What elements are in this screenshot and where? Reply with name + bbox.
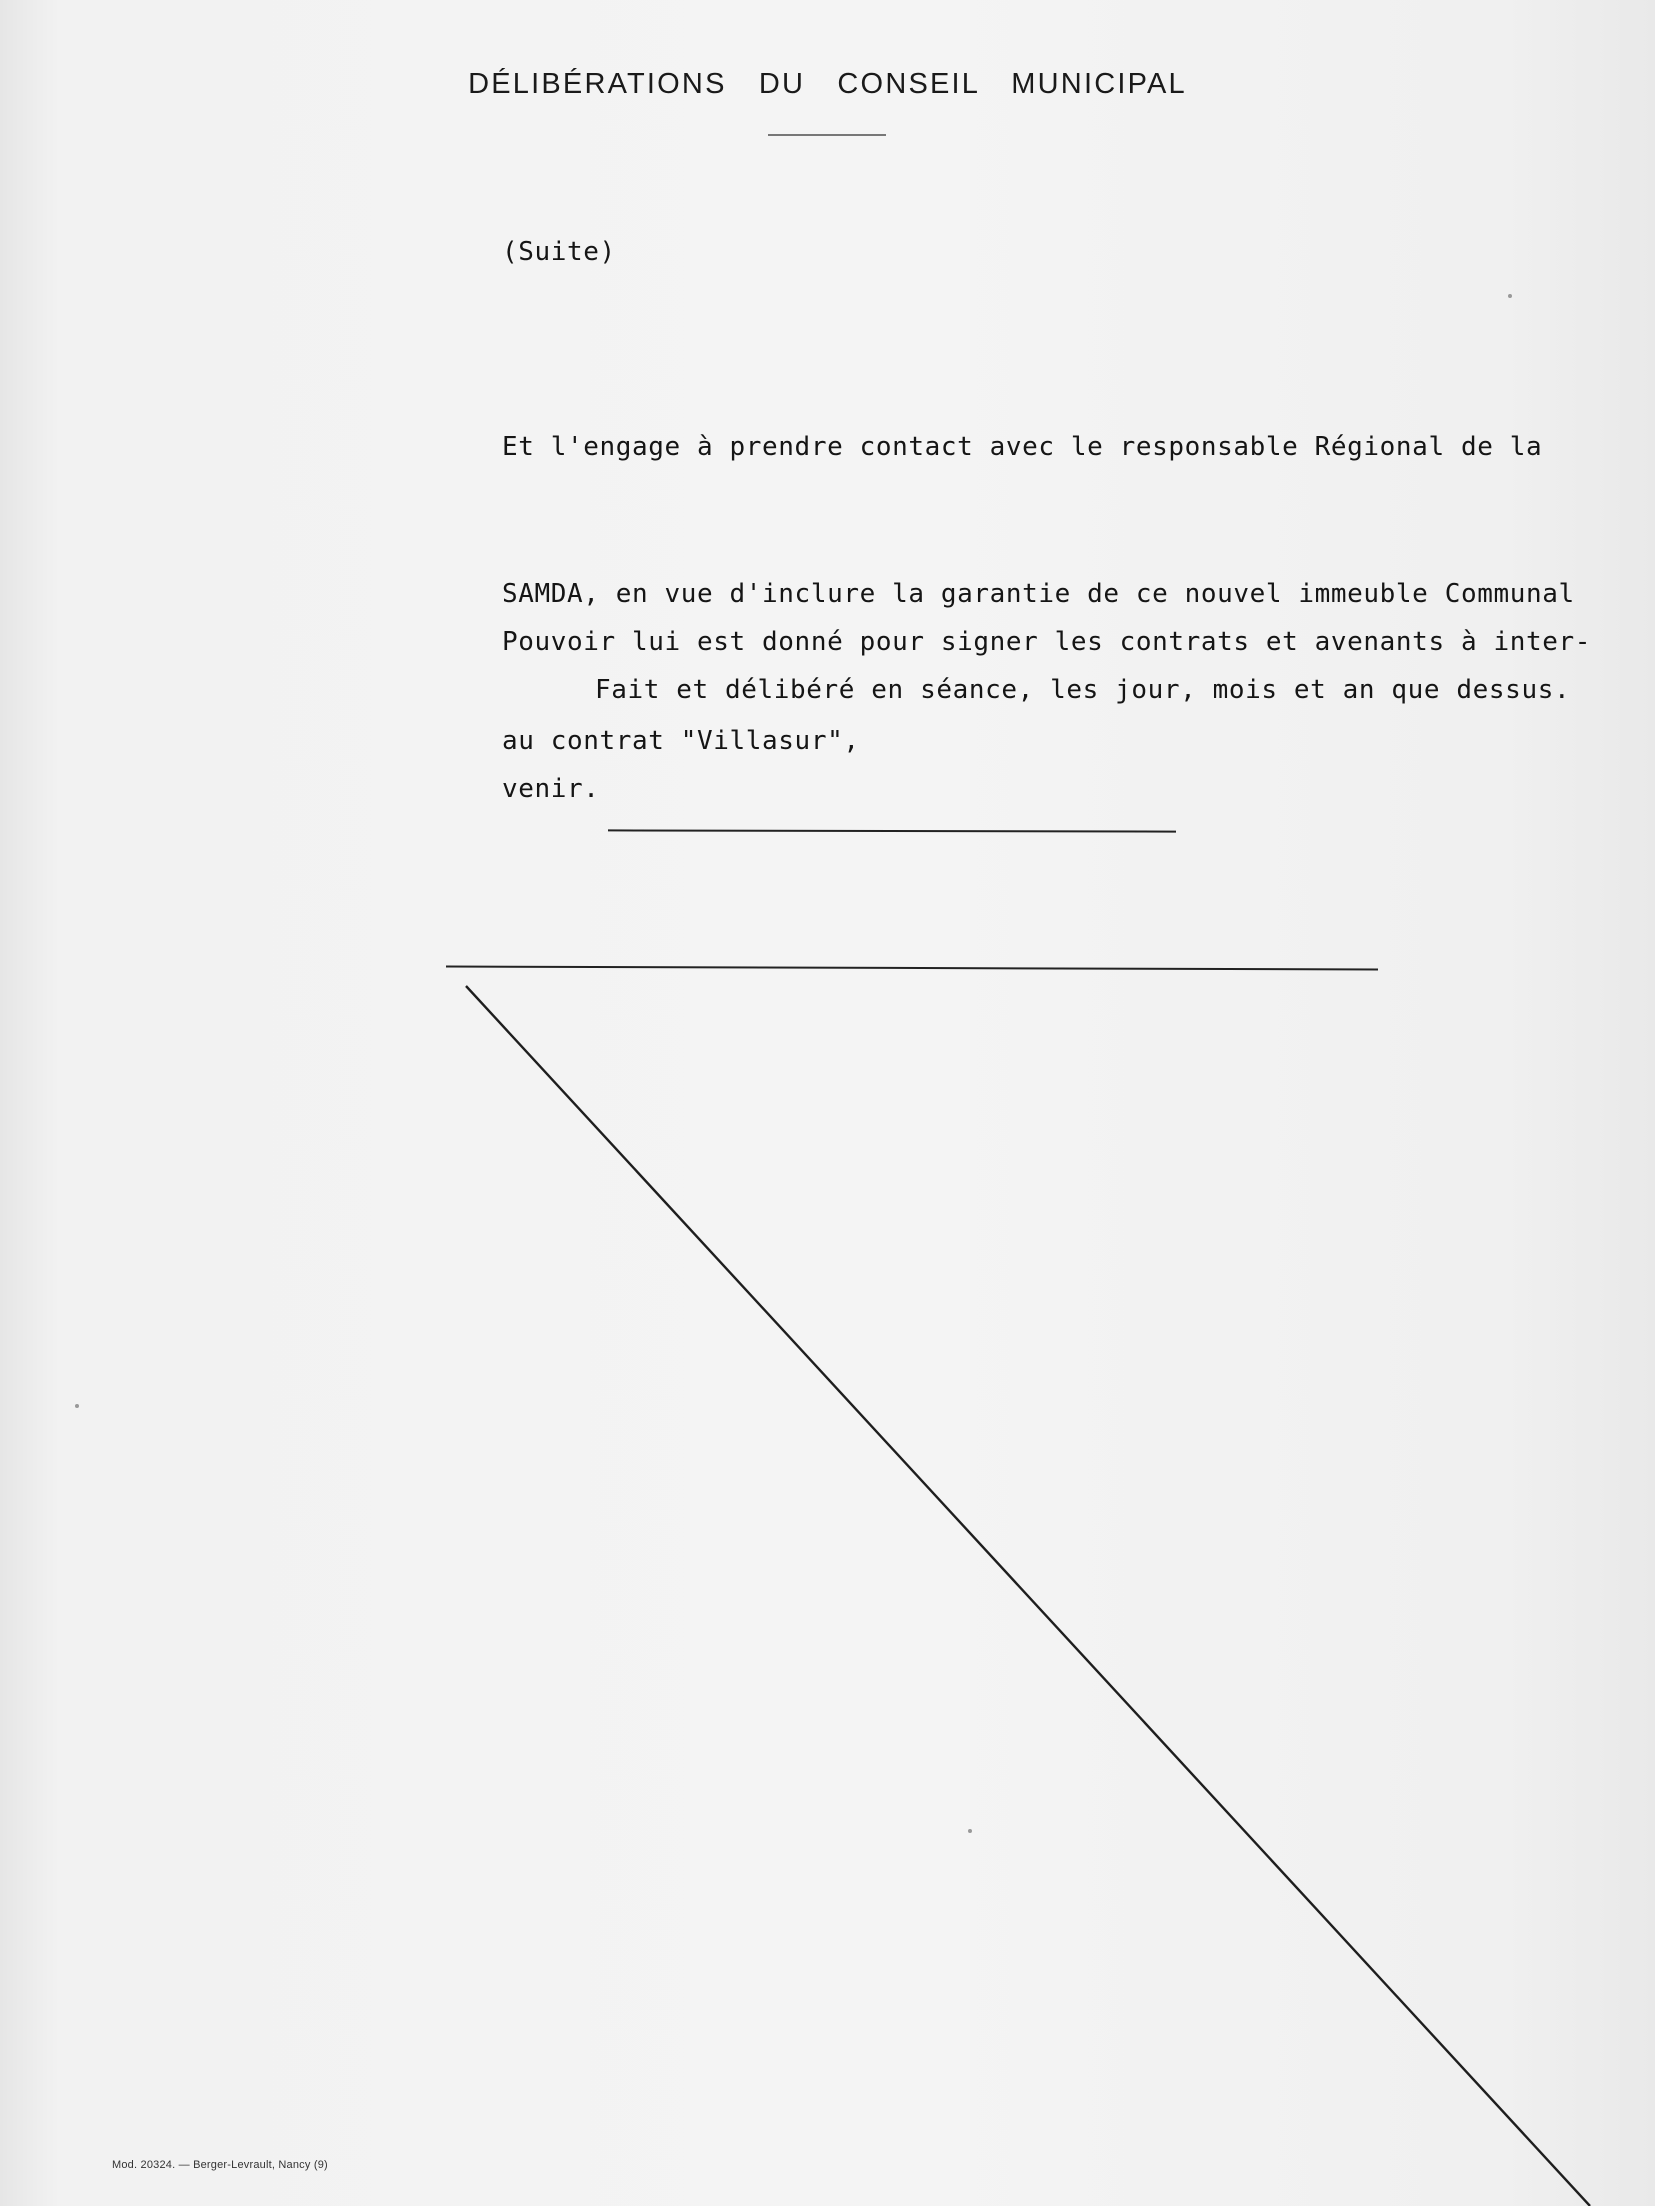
paper-speck	[75, 1404, 79, 1408]
paragraph-line: au contrat "Villasur",	[502, 726, 860, 756]
paragraph-line: Pouvoir lui est donné pour signer les contrats et avenants à inter-	[502, 627, 1591, 657]
paragraph-line: venir.	[502, 774, 600, 804]
closing-formula: Fait et délibéré en séance, les jour, mois et an que dessus.	[595, 675, 1571, 705]
diagonal-line	[466, 986, 1590, 2206]
printer-footer: Mod. 20324. — Berger-Levrault, Nancy (9)	[112, 2159, 328, 2171]
paragraph-line: SAMDA, en vue d'inclure la garantie de ce nouvel immeuble Communal	[502, 579, 1575, 609]
paper-speck	[968, 1829, 972, 1833]
paragraph-line: Et l'engage à prendre contact avec le responsable Régional de la	[502, 432, 1543, 462]
continuation-label: (Suite)	[502, 237, 616, 267]
page-header: DÉLIBÉRATIONS DU CONSEIL MUNICIPAL	[468, 68, 1187, 100]
paper-speck	[1508, 294, 1512, 298]
